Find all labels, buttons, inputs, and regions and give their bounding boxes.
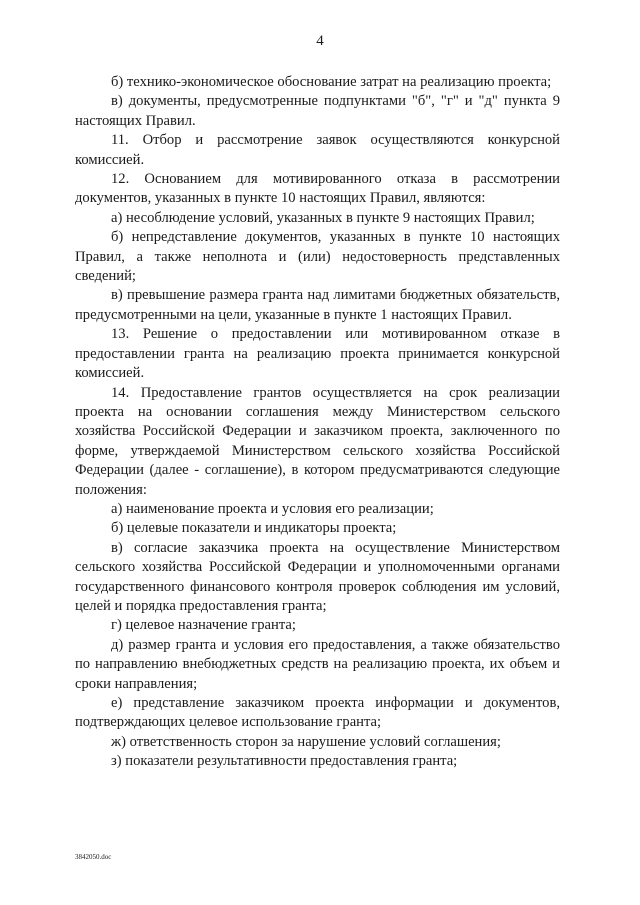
paragraph: д) размер гранта и условия его предоставления, а также обязательство по направлению внебюджетных средств на реализацию проекта, их объем и сроки направления; [75,636,560,692]
paragraph: 14. Предоставление грантов осуществляется на срок реализации проекта на основании соглашения между Министерством сельского хозяйства Российской Федерации и заказчиком проекта, заключенного по форме, утверждаемой Министерством сельского хозяйства Российской Федерации (далее - соглашение), в котором предусматриваются следующие положения: [75,384,560,498]
paragraph: ж) ответственность сторон за нарушение условий соглашения; [111,733,501,750]
paragraph: 12. Основанием для мотивированного отказа в рассмотрении документов, указанных в пункте 10 настоящих Правил, являются: [75,171,560,207]
paragraph: а) наименование проекта и условия его реализации; [111,500,434,517]
paragraph: 13. Решение о предоставлении или мотивированном отказе в предоставлении гранта на реализацию проекта принимается конкурсной комиссией. [75,326,560,382]
paragraph: б) технико-экономическое обоснование затрат на реализацию проекта; [111,74,552,90]
paragraph: б) целевые показатели и индикаторы проекта; [111,520,397,537]
paragraph: а) несоблюдение условий, указанных в пункте 9 настоящих Правил; [111,209,535,226]
paragraph: в) согласие заказчика проекта на осуществление Министерством сельского хозяйства Российской Федерации и уполномоченными органами государственного финансового контроля проверок соблюдения им условий, целей и порядка предоставления гранта; [75,539,560,614]
document-file-name: 3842050.doc [75,853,112,861]
paragraph: в) превышение размера гранта над лимитами бюджетных обязательств, предусмотренными на цели, указанные в пункте 1 настоящих Правил. [75,287,560,323]
paragraph: б) непредставление документов, указанных в пункте 10 настоящих Правил, а также неполнота и (или) недостоверность представленных сведений; [75,229,560,285]
paragraph: е) представление заказчиком проекта информации и документов, подтверждающих целевое использование гранта; [75,695,560,731]
paragraph: г) целевое назначение гранта; [111,617,296,634]
document-body [75,73,560,772]
paragraph: 11. Отбор и рассмотрение заявок осуществляются конкурсной комиссией. [75,132,560,168]
paragraph: в) документы, предусмотренные подпунктами "б", "г" и "д" пункта 9 настоящих Правил. [75,93,560,129]
page-number: 4 [316,33,324,49]
paragraph: з) показатели результативности предоставления гранта; [111,753,458,770]
